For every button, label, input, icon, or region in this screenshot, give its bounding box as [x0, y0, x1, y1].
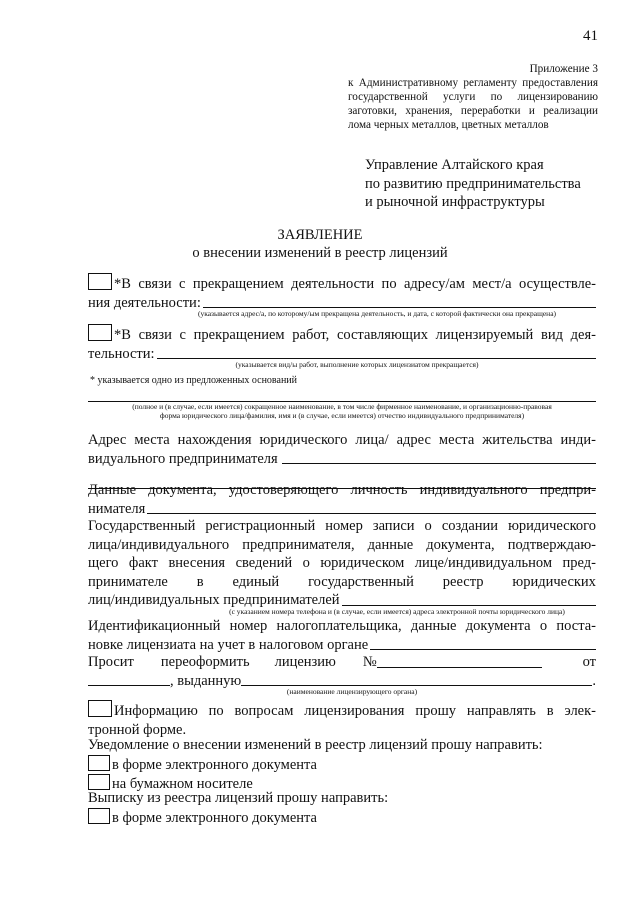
name-hint-2: форма юридического лица/фамилия, имя и (в случае, если имеется) отчество индивидуального предпринимателя) — [159, 411, 525, 420]
title-main: ЗАЯВЛЕНИЕ — [277, 227, 363, 243]
reason-1-text: *В связи с прекращением деятельности по адресу/ам мест/а осуществле- — [114, 276, 596, 292]
reg-word: юридических — [512, 573, 596, 590]
notification-paper-label: на бумажном носителе — [112, 776, 253, 792]
tax-block — [88, 617, 596, 654]
reason-2-text-2: тельности: — [88, 345, 155, 362]
address-text-1: Адрес места нахождения юридического лица/ адрес места жительства инди- — [88, 432, 596, 448]
identity-field[interactable] — [147, 513, 596, 514]
address-text-2: видуального предпринимателя — [88, 450, 278, 467]
identity-text-2: нимателя — [88, 500, 146, 517]
request-hint: (наименование лицензирующего органа) — [286, 687, 418, 696]
reason-1-text-2: ния деятельности: — [88, 294, 201, 311]
notification-paper-checkbox[interactable] — [88, 774, 110, 790]
request-word: Просит — [88, 654, 134, 670]
extract-electronic-checkbox[interactable] — [88, 808, 110, 824]
registration-text-2: лица/индивидуального предпринимателя, данные документа, подтверждаю- — [88, 536, 596, 553]
appendix-text: к Административному регламенту предоставления государственной услуги по лицензированию заготовки, хранения, переработки и реализации лома черных металлов, цветных металлов — [348, 77, 598, 131]
footnote: * указывается одно из предложенных оснований — [90, 375, 298, 386]
reg-word: в — [196, 573, 204, 590]
request-word: № — [362, 654, 377, 670]
title-sub: о внесении изменений в реестр лицензий — [192, 245, 448, 261]
registration-block — [88, 517, 596, 616]
reason-1-block — [88, 273, 596, 318]
reason-2-text: *В связи с прекращением работ, составляющих лицензируемый вид дея- — [114, 327, 596, 343]
identity-block — [88, 481, 596, 518]
info-block — [88, 700, 596, 739]
request-issued: , выданную — [170, 672, 242, 689]
document-title — [0, 226, 640, 262]
registration-line-4 — [88, 573, 596, 592]
page-number: 41 — [583, 28, 598, 44]
registration-text-5: лиц/индивидуальных предпринимателей — [88, 592, 340, 608]
notification-block — [88, 736, 596, 794]
licensing-body-field[interactable] — [241, 685, 592, 686]
tax-text-1: Идентификационный номер налогоплательщика, данные документа о поста- — [88, 618, 596, 634]
registration-text-1: Государственный регистрационный номер записи о создании юридического — [88, 518, 596, 534]
identity-text-1: Данные документа, удостоверяющего личность индивидуального предпри- — [88, 482, 596, 498]
extract-electronic-label: в форме электронного документа — [112, 809, 317, 826]
reason-2-checkbox[interactable] — [88, 324, 112, 341]
reg-word: государственный — [308, 573, 414, 590]
reason-1-hint: (указывается адрес/а, по которому/ым прекращена деятельность, и дата, с которой фактически она прекращена) — [197, 309, 557, 318]
reg-word: принимателе — [88, 573, 168, 590]
name-hint-1: (полное и (в случае, если имеется) сокращенное наименование, в том числе фирменное наименование, и организационно-правовая — [132, 402, 552, 411]
notification-electronic-checkbox[interactable] — [88, 755, 110, 771]
extract-block — [88, 789, 596, 827]
address-field[interactable] — [282, 463, 596, 464]
reg-word: реестр — [442, 573, 484, 590]
request-period: . — [592, 672, 596, 689]
addressee-line-1: Управление Алтайского края — [365, 157, 544, 173]
tax-text-2: новке лицензиата на учет в налоговом органе — [88, 636, 369, 653]
info-text-1: Информацию по вопросам лицензирования прошу направлять в элек- — [114, 703, 596, 719]
reason-2-hint: (указывается вид/ы работ, выполнение которых лицензиатом прекращается) — [235, 360, 479, 369]
request-from: от — [582, 654, 596, 670]
reason-1-checkbox[interactable] — [88, 273, 112, 290]
request-block — [88, 653, 596, 696]
name-block — [88, 401, 596, 420]
info-text-2: тронной форме. — [88, 721, 187, 738]
notification-electronic-label: в форме электронного документа — [112, 756, 317, 773]
addressee-line-3: и рыночной инфраструктуры — [365, 194, 545, 210]
info-checkbox[interactable] — [88, 700, 112, 717]
registration-hint: (с указанием номера телефона и (в случае, если имеется) адреса электронной почты юридического лица) — [229, 606, 565, 616]
request-word: лицензию — [274, 654, 336, 670]
extract-heading: Выписку из реестра лицензий прошу направить: — [88, 790, 389, 806]
appendix-number: Приложение 3 — [529, 63, 598, 75]
request-word: переоформить — [160, 654, 250, 670]
notification-heading: Уведомление о внесении изменений в реестр лицензий прошу направить: — [88, 737, 543, 753]
registration-field[interactable] — [342, 605, 596, 606]
tax-field[interactable] — [370, 649, 596, 650]
reason-1-field[interactable] — [203, 307, 596, 308]
registration-text-3: щего факт внесения сведений о юридическом лице/индивидуальном пред- — [88, 555, 596, 571]
addressee — [365, 156, 581, 212]
reason-2-field[interactable] — [157, 358, 596, 359]
appendix-note — [348, 62, 598, 132]
reason-2-block — [88, 324, 596, 369]
reg-word: единый — [232, 573, 280, 590]
license-date-field[interactable] — [88, 685, 170, 686]
addressee-line-2: по развитию предпринимательства — [365, 175, 581, 192]
license-number-field[interactable] — [377, 667, 542, 668]
